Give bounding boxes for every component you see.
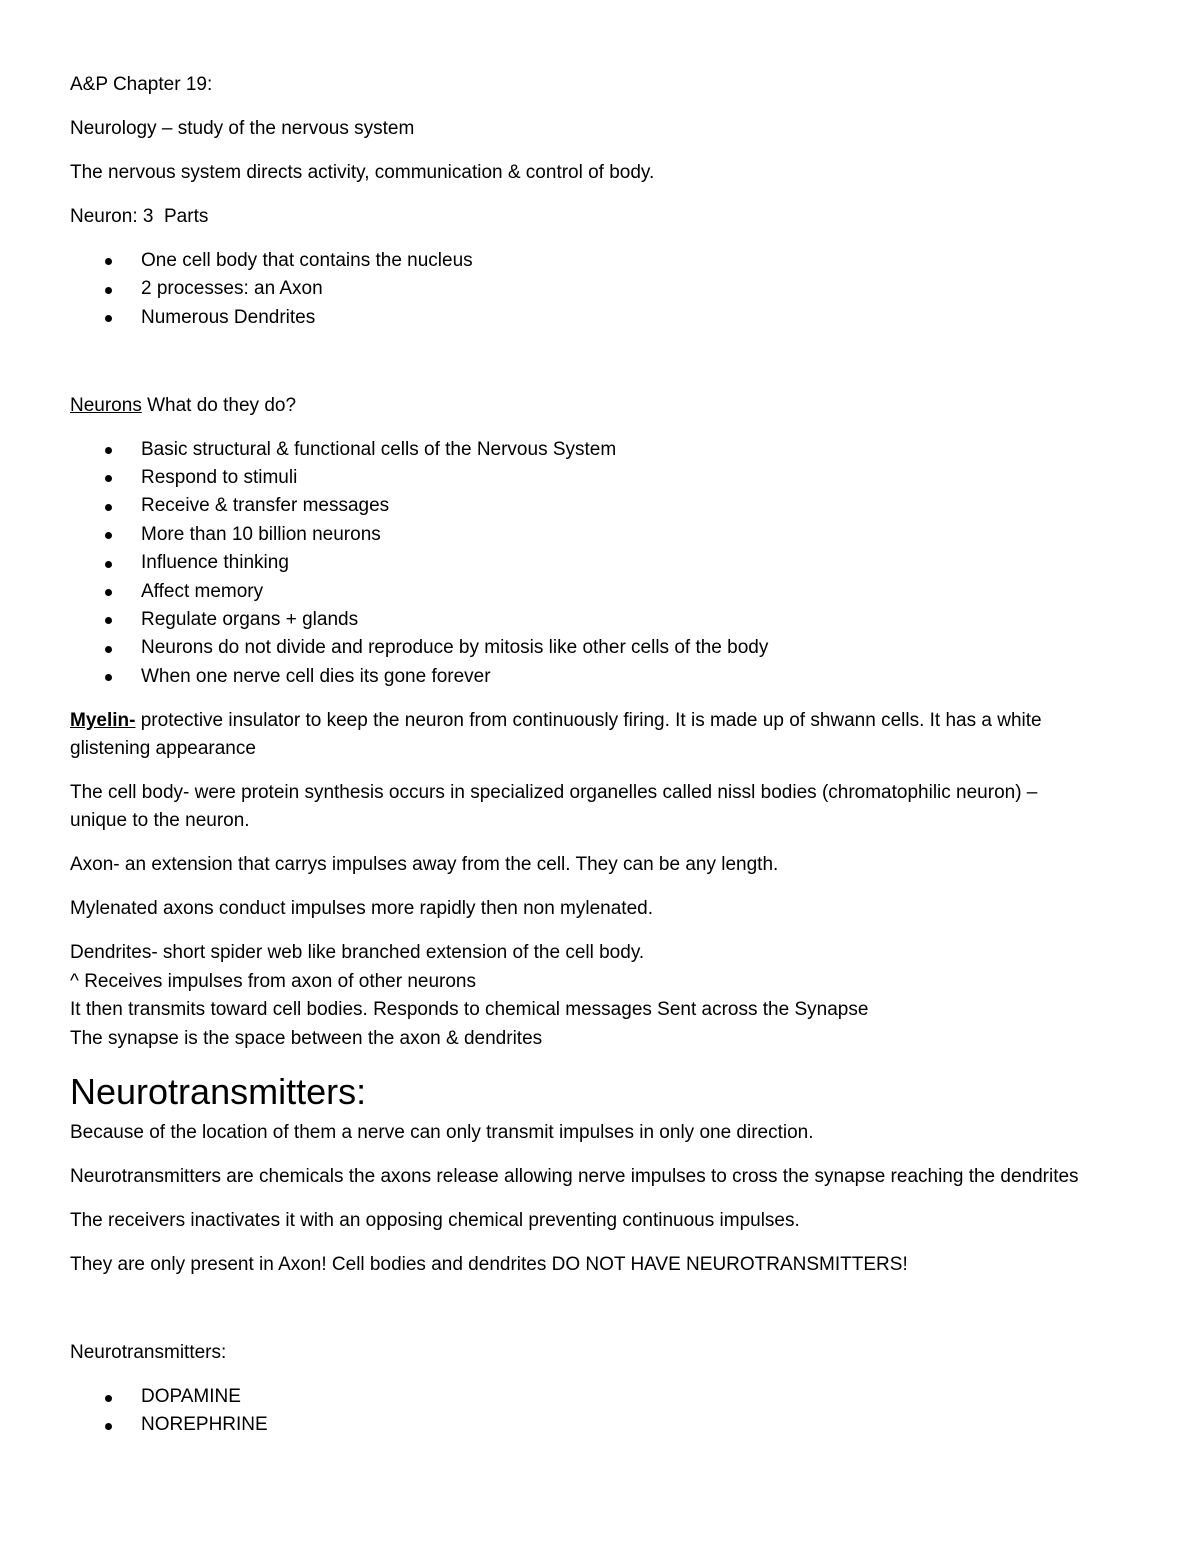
- neurons-question-line: [70, 392, 1160, 420]
- bullet-icon: [105, 475, 112, 482]
- axon-text: Axon- an extension that carrys impulses away from the cell. They can be any length.: [70, 854, 779, 876]
- empty-paragraph: [70, 348, 1160, 376]
- neuron-parts-heading-text: Neuron: 3 Parts: [70, 205, 209, 227]
- bullet-icon: [105, 561, 112, 568]
- bullet-icon: [105, 1395, 112, 1402]
- list-item-text: Regulate organs + glands: [141, 608, 359, 630]
- dendrites-line-4: The synapse is the space between the axon & dendrites: [70, 1027, 543, 1049]
- document-body: [70, 71, 1160, 1456]
- list-item-text: More than 10 billion neurons: [141, 523, 381, 545]
- chapter-title: [70, 71, 1160, 99]
- list-item-text: Receive & transfer messages: [141, 495, 390, 517]
- neurons-functions-list: [70, 436, 1160, 692]
- neurons-question: [70, 392, 1160, 420]
- dendrites-paragraph: [70, 939, 1160, 1053]
- neurotransmitters-heading: Neurotransmitters:: [70, 1071, 367, 1113]
- list-item: [70, 304, 1160, 332]
- empty-paragraph: [70, 1295, 1160, 1323]
- list-item: [70, 521, 1160, 549]
- list-item-text: Numerous Dendrites: [141, 306, 316, 328]
- bullet-icon: [105, 532, 112, 539]
- list-item: [70, 578, 1160, 606]
- bullet-icon: [105, 646, 112, 653]
- list-item-text: Basic structural & functional cells of the Nervous System: [141, 438, 617, 460]
- list-item: [70, 549, 1160, 577]
- nervous-system-statement: [70, 159, 1160, 187]
- neuron-parts-heading: [70, 203, 1160, 231]
- neurons-question-text: What do they do?: [141, 394, 297, 416]
- list-item-text: Influence thinking: [141, 552, 289, 574]
- neurotransmitters-paragraph: [70, 1119, 1160, 1147]
- chapter-title-text: A&P Chapter 19:: [70, 73, 213, 95]
- bullet-icon: [105, 258, 112, 265]
- dendrites-line-1: Dendrites- short spider web like branched extension of the cell body.: [70, 942, 645, 964]
- bullet-icon: [105, 674, 112, 681]
- list-item-text: NOREPHRINE: [141, 1414, 268, 1436]
- neurotransmitters-list: [70, 1383, 1160, 1440]
- bullet-icon: [105, 589, 112, 596]
- bullet-icon: [105, 1423, 112, 1430]
- myelin-paragraph: [70, 707, 1160, 764]
- list-item: [70, 247, 1160, 275]
- myelin-line-1-text: protective insulator to keep the neuron from continuously firing. It is made up of shwann cells. It has a white: [135, 709, 1042, 731]
- list-item: [70, 464, 1160, 492]
- neurotransmitters-paragraph-text: The receivers inactivates it with an opposing chemical preventing continuous impulses.: [70, 1210, 800, 1232]
- list-item: [70, 436, 1160, 464]
- neurotransmitters-list-heading-text: Neurotransmitters:: [70, 1342, 227, 1364]
- list-item-text: One cell body that contains the nucleus: [141, 249, 473, 271]
- list-item-text: Neurons do not divide and reproduce by mitosis like other cells of the body: [141, 637, 769, 659]
- myelin-label: Myelin-: [70, 709, 136, 731]
- bullet-icon: [105, 287, 112, 294]
- nervous-system-statement-text: The nervous system directs activity, communication & control of body.: [70, 161, 655, 183]
- neurotransmitters-paragraph-text: They are only present in Axon! Cell bodies and dendrites DO NOT HAVE NEUROTRANSMITTERS!: [70, 1254, 908, 1276]
- list-item: [70, 275, 1160, 303]
- dendrites-line-3: It then transmits toward cell bodies. Responds to chemical messages Sent across the Synapse: [70, 999, 869, 1021]
- cell-body-line-2: unique to the neuron.: [70, 810, 250, 832]
- neurotransmitters-paragraph-text: Neurotransmitters are chemicals the axons release allowing nerve impulses to cross the synapse reaching the dendrites: [70, 1166, 1079, 1188]
- neurotransmitters-paragraph-text: Because of the location of them a nerve can only transmit impulses in only one direction.: [70, 1122, 814, 1144]
- neurotransmitters-list-heading: [70, 1339, 1160, 1367]
- mylenated-text: Mylenated axons conduct impulses more rapidly then non mylenated.: [70, 898, 653, 920]
- list-item: [70, 663, 1160, 691]
- neurons-label: Neurons: [70, 394, 142, 416]
- bullet-icon: [105, 617, 112, 624]
- cell-body-line-1: The cell body- were protein synthesis occurs in specialized organelles called nissl bodies (chromatophilic neuron) –: [70, 782, 1038, 804]
- neurotransmitters-paragraph: [70, 1163, 1160, 1191]
- mylenated-paragraph: [70, 895, 1160, 923]
- bullet-icon: [105, 447, 112, 454]
- list-item: [70, 606, 1160, 634]
- neurotransmitters-paragraph: [70, 1251, 1160, 1279]
- bullet-icon: [105, 315, 112, 322]
- neuron-parts-list: [70, 247, 1160, 332]
- axon-paragraph: [70, 851, 1160, 879]
- list-item: [70, 492, 1160, 520]
- neurology-definition: [70, 115, 1160, 143]
- neurology-definition-text: Neurology – study of the nervous system: [70, 117, 415, 139]
- myelin-line-1: [70, 707, 1160, 735]
- list-item-text: DOPAMINE: [141, 1386, 241, 1408]
- list-item-text: Respond to stimuli: [141, 466, 298, 488]
- list-item: [70, 1383, 1160, 1411]
- neurotransmitters-paragraph: [70, 1207, 1160, 1235]
- bullet-icon: [105, 504, 112, 511]
- list-item-text: 2 processes: an Axon: [141, 278, 323, 300]
- list-item: [70, 1411, 1160, 1439]
- myelin-line-2: glistening appearance: [70, 738, 256, 760]
- dendrites-line-2: ^ Receives impulses from axon of other neurons: [70, 970, 476, 992]
- list-item: [70, 634, 1160, 662]
- list-item-text: Affect memory: [141, 580, 264, 602]
- list-item-text: When one nerve cell dies its gone forever: [141, 665, 491, 687]
- cell-body-paragraph: [70, 779, 1160, 836]
